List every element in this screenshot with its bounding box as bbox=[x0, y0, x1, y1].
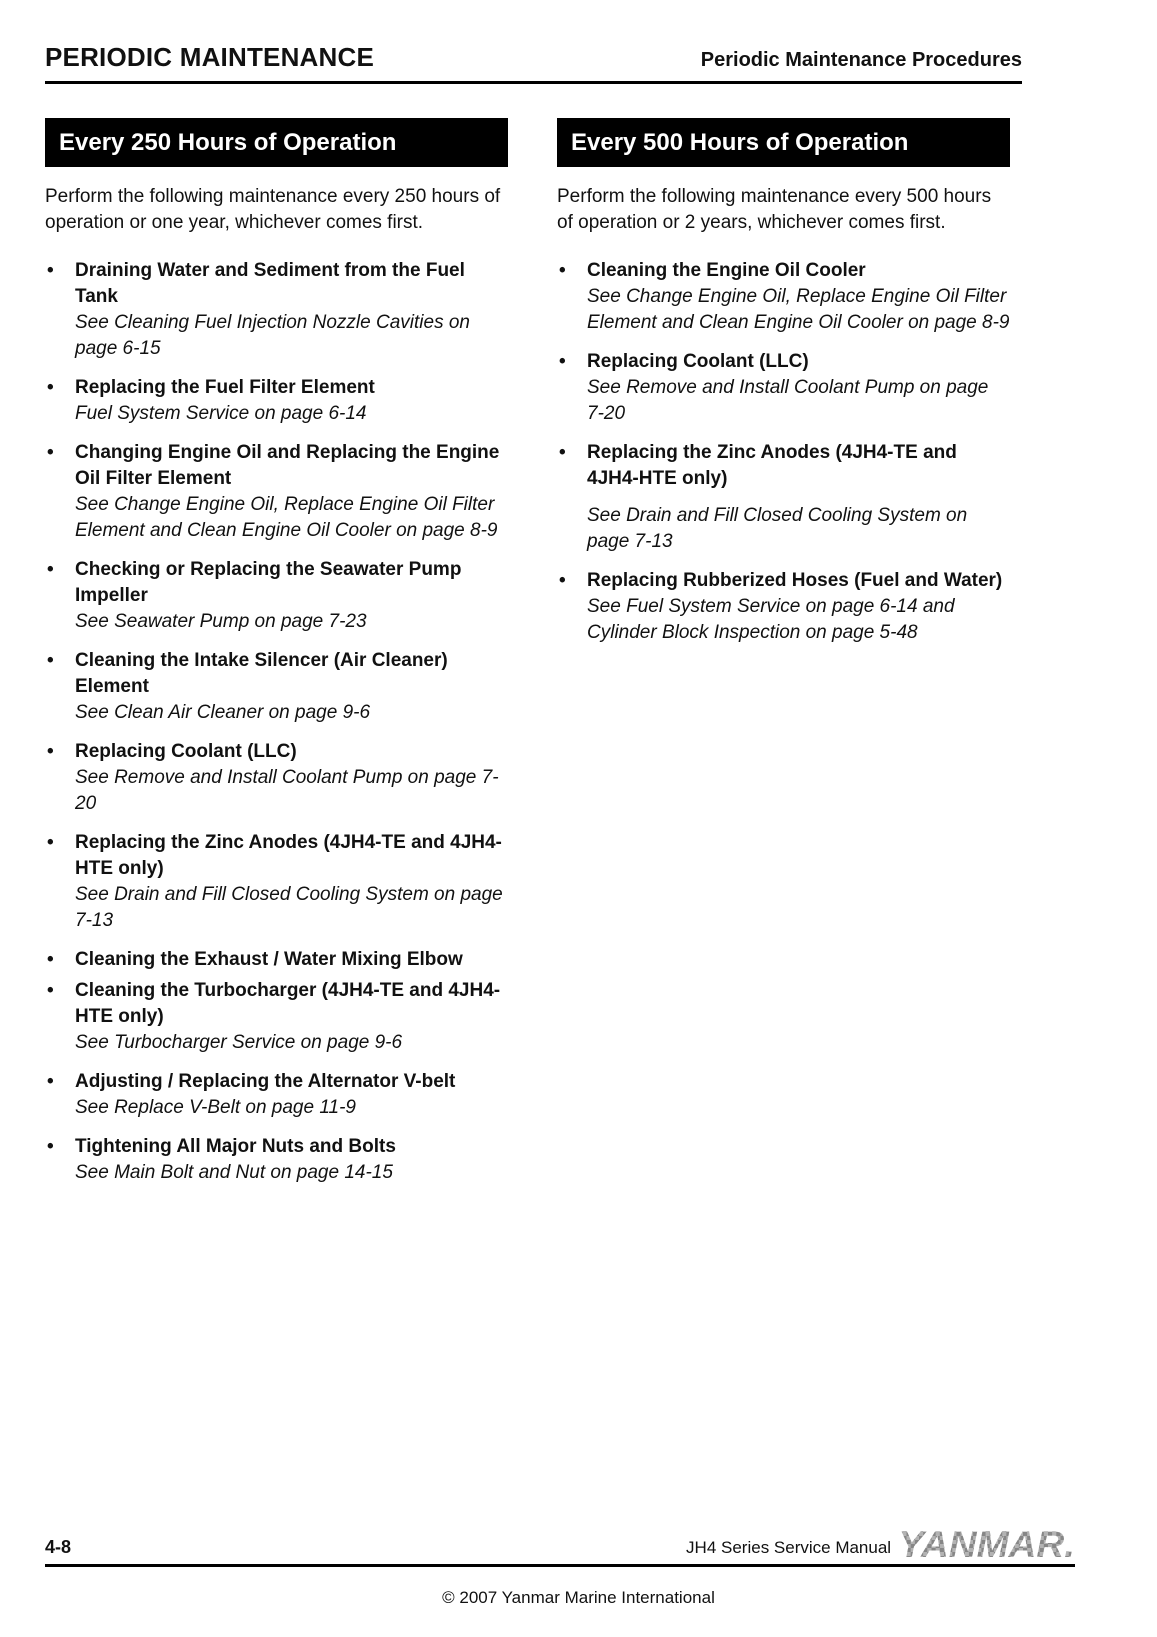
banner-250-hours: Every 250 Hours of Operation bbox=[45, 118, 508, 167]
bullet-icon: • bbox=[47, 377, 54, 398]
item-title: Replacing the Zinc Anodes (4JH4-TE and 4JH4-HTE only) bbox=[75, 832, 502, 879]
item-reference: See Change Engine Oil, Replace Engine Oil Filter Element and Clean Engine Oil Cooler on page 8-9 bbox=[587, 286, 1010, 333]
list-item bbox=[557, 440, 1010, 555]
content-columns bbox=[45, 118, 1010, 1199]
item-title: Replacing the Zinc Anodes (4JH4-TE and 4JH4-HTE only) bbox=[587, 442, 957, 489]
bullet-icon: • bbox=[559, 260, 566, 281]
item-title: Draining Water and Sediment from the Fuel Tank bbox=[75, 260, 465, 307]
copyright-notice: © 2007 Yanmar Marine International bbox=[442, 1588, 715, 1607]
bullet-icon: • bbox=[47, 1136, 54, 1157]
item-reference: See Main Bolt and Nut on page 14-15 bbox=[75, 1162, 393, 1183]
intro-250-hours: Perform the following maintenance every 250 hours of operation or one year, whichever comes first. bbox=[45, 186, 501, 233]
item-reference: See Drain and Fill Closed Cooling System on page 7-13 bbox=[75, 884, 503, 931]
item-reference: See Remove and Install Coolant Pump on page 7-20 bbox=[75, 767, 499, 814]
page-header bbox=[45, 42, 1022, 84]
item-reference: See Clean Air Cleaner on page 9-6 bbox=[75, 702, 371, 723]
item-reference: See Change Engine Oil, Replace Engine Oil Filter Element and Clean Engine Oil Cooler on page 8-9 bbox=[75, 494, 498, 541]
list-item bbox=[45, 739, 508, 817]
section-title: Periodic Maintenance Procedures bbox=[700, 49, 1022, 71]
list-item bbox=[45, 947, 508, 973]
bullet-icon: • bbox=[47, 650, 54, 671]
bullet-icon: • bbox=[47, 559, 54, 580]
list-item bbox=[45, 440, 508, 544]
bullet-icon: • bbox=[559, 570, 566, 591]
list-item bbox=[45, 978, 508, 1056]
list-item bbox=[45, 648, 508, 726]
bullet-icon: • bbox=[47, 949, 54, 970]
item-title: Cleaning the Turbocharger (4JH4-TE and 4JH4-HTE only) bbox=[75, 980, 501, 1027]
item-title: Changing Engine Oil and Replacing the Engine Oil Filter Element bbox=[75, 442, 500, 489]
page-footer bbox=[45, 1524, 1075, 1567]
item-reference: See Remove and Install Coolant Pump on page 7-20 bbox=[587, 377, 989, 424]
item-reference: See Replace V-Belt on page 11-9 bbox=[75, 1097, 356, 1118]
item-title: Replacing Coolant (LLC) bbox=[587, 351, 809, 372]
item-title: Cleaning the Exhaust / Water Mixing Elbow bbox=[75, 949, 463, 970]
item-title: Cleaning the Intake Silencer (Air Cleaner) Element bbox=[75, 650, 448, 697]
maintenance-list-250 bbox=[45, 258, 508, 1186]
list-item bbox=[45, 1134, 508, 1186]
yanmar-logo: YANMAR. bbox=[898, 1524, 1075, 1565]
banner-500-hours: Every 500 Hours of Operation bbox=[557, 118, 1010, 167]
item-reference: See Seawater Pump on page 7-23 bbox=[75, 611, 367, 632]
bullet-icon: • bbox=[47, 832, 54, 853]
bullet-icon: • bbox=[47, 260, 54, 281]
item-title: Replacing Rubberized Hoses (Fuel and Water) bbox=[587, 570, 1003, 591]
list-item bbox=[557, 258, 1010, 336]
list-item bbox=[557, 349, 1010, 427]
bullet-icon: • bbox=[47, 980, 54, 1001]
bullet-icon: • bbox=[47, 1071, 54, 1092]
list-item bbox=[45, 375, 508, 427]
column-250-hours bbox=[45, 118, 508, 1199]
footer-right-group bbox=[686, 1524, 1075, 1565]
list-item bbox=[45, 557, 508, 635]
bullet-icon: • bbox=[47, 741, 54, 762]
item-reference: Fuel System Service on page 6-14 bbox=[75, 403, 367, 424]
bullet-icon: • bbox=[559, 442, 566, 463]
list-item bbox=[557, 568, 1010, 646]
item-reference: See Drain and Fill Closed Cooling System on page 7-13 bbox=[587, 505, 968, 552]
list-item bbox=[45, 258, 508, 362]
list-item bbox=[45, 830, 508, 934]
item-title: Checking or Replacing the Seawater Pump Impeller bbox=[75, 559, 462, 606]
item-title: Tightening All Major Nuts and Bolts bbox=[75, 1136, 396, 1157]
column-500-hours bbox=[557, 118, 1010, 1199]
list-item bbox=[45, 1069, 508, 1121]
intro-500-hours: Perform the following maintenance every 500 hours of operation or 2 years, whichever comes first. bbox=[557, 186, 992, 233]
chapter-title: PERIODIC MAINTENANCE bbox=[45, 42, 375, 72]
page-number: 4-8 bbox=[45, 1537, 72, 1557]
item-title: Cleaning the Engine Oil Cooler bbox=[587, 260, 866, 281]
item-reference: See Fuel System Service on page 6-14 and Cylinder Block Inspection on page 5-48 bbox=[587, 596, 955, 643]
bullet-icon: • bbox=[559, 351, 566, 372]
bullet-icon: • bbox=[47, 442, 54, 463]
item-title: Adjusting / Replacing the Alternator V-belt bbox=[75, 1071, 456, 1092]
manual-title: JH4 Series Service Manual bbox=[686, 1538, 892, 1557]
item-title: Replacing the Fuel Filter Element bbox=[75, 377, 375, 398]
item-reference: See Cleaning Fuel Injection Nozzle Cavities on page 6-15 bbox=[75, 312, 470, 359]
maintenance-list-500 bbox=[557, 258, 1010, 646]
item-title: Replacing Coolant (LLC) bbox=[75, 741, 297, 762]
item-reference: See Turbocharger Service on page 9-6 bbox=[75, 1032, 403, 1053]
